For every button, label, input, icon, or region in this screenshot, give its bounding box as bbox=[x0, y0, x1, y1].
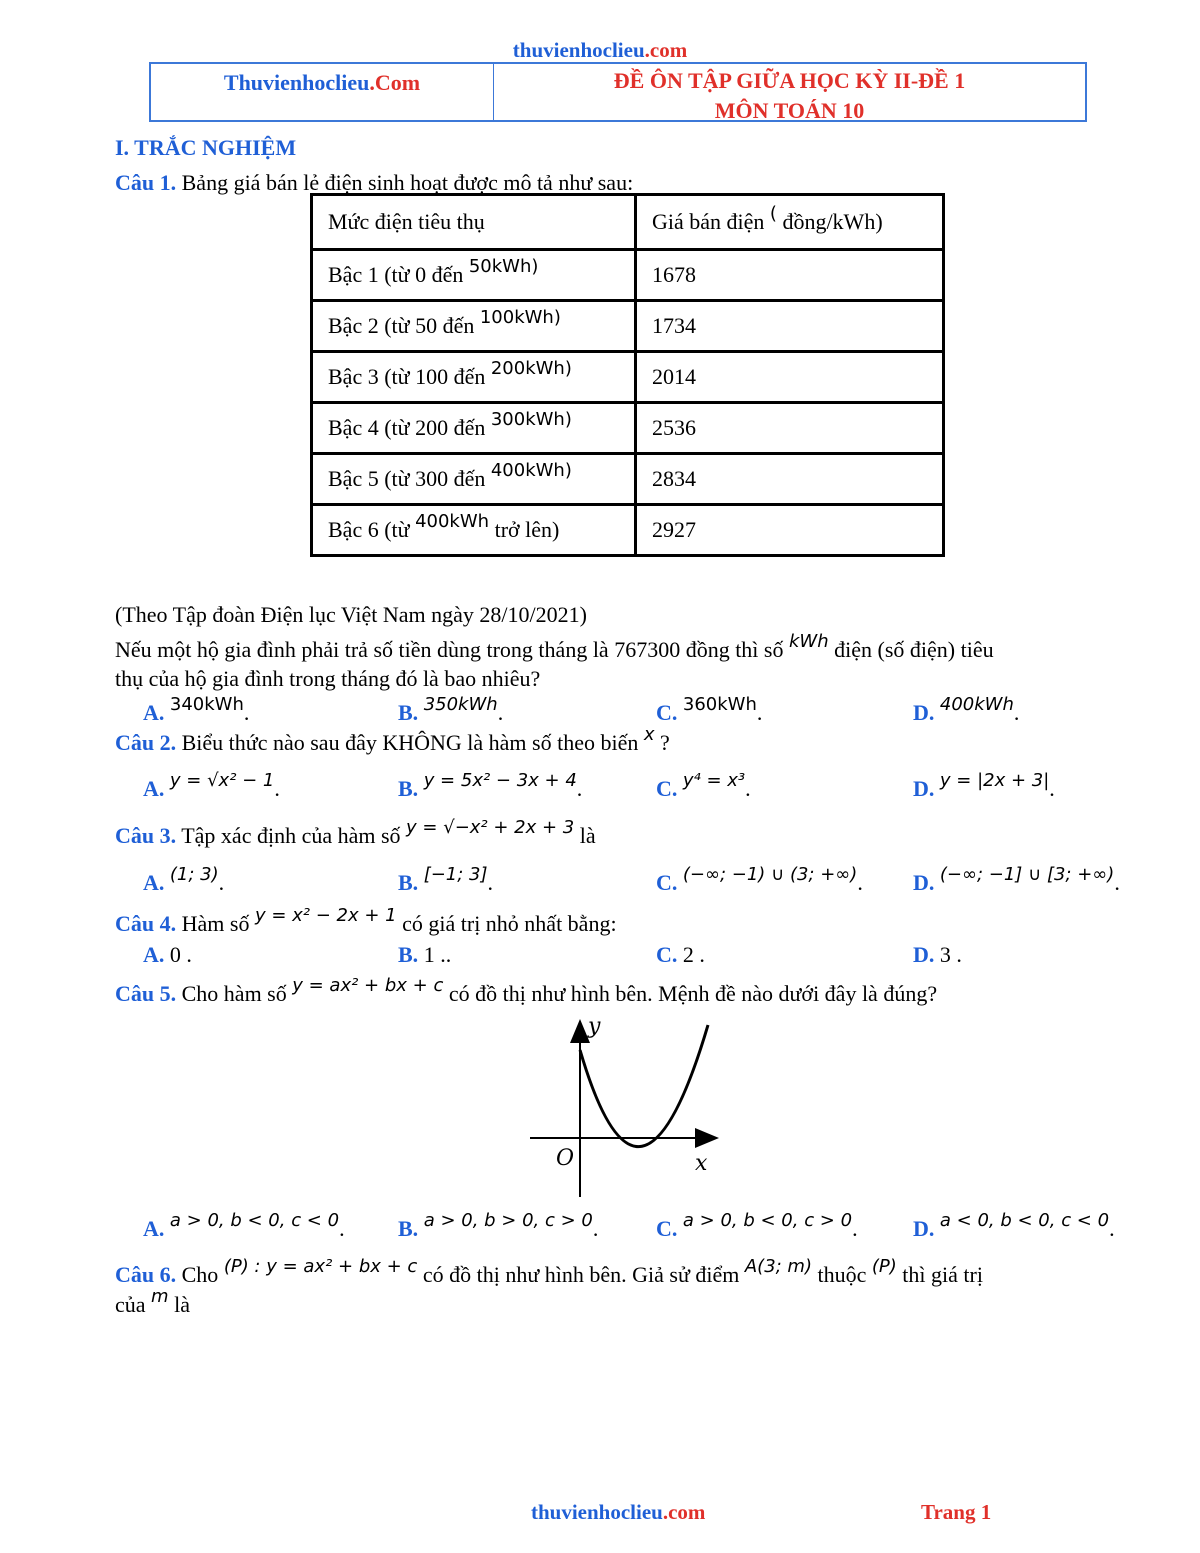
footer-site-name: thuvienhoclieu bbox=[531, 1500, 663, 1524]
q5-function: y = ax² + bx + c bbox=[292, 975, 444, 996]
q5-stem bbox=[115, 975, 938, 1007]
table-head-col2-paren: ( bbox=[769, 203, 777, 224]
q4-label: Câu 4. bbox=[115, 911, 177, 936]
q1-option-b[interactable] bbox=[398, 694, 504, 726]
option-end: . bbox=[576, 776, 583, 801]
option-label: D. bbox=[913, 1216, 935, 1241]
header-title-line1: ĐỀ ÔN TẬP GIỮA HỌC KỲ II-ĐỀ 1 bbox=[613, 68, 966, 93]
watermark bbox=[0, 38, 1200, 63]
header-site bbox=[151, 64, 494, 120]
q3-function: y = √−x² + 2x + 3 bbox=[406, 817, 575, 838]
option-value: 400kWh bbox=[939, 694, 1014, 715]
q1-option-a[interactable] bbox=[143, 694, 250, 726]
q4-option-b[interactable] bbox=[398, 942, 451, 968]
level-text: Bậc 4 (từ 200 đến bbox=[328, 415, 491, 440]
option-value: 2 . bbox=[677, 942, 705, 967]
q3-option-d[interactable] bbox=[913, 864, 1120, 896]
watermark-tld: .com bbox=[644, 38, 688, 62]
option-value: a > 0, b > 0, c > 0 bbox=[423, 1210, 593, 1231]
table-cell-price: 2834 bbox=[636, 454, 944, 505]
option-value: a < 0, b < 0, c < 0 bbox=[939, 1210, 1110, 1231]
q2-option-c[interactable] bbox=[656, 770, 751, 802]
option-label: B. bbox=[398, 1216, 419, 1241]
option-label: C. bbox=[656, 1216, 678, 1241]
option-value: (−∞; −1] ∪ [3; +∞) bbox=[939, 864, 1115, 885]
option-label: A. bbox=[143, 1216, 165, 1241]
q5-option-c[interactable] bbox=[656, 1210, 858, 1242]
level-unit: 50kWh) bbox=[468, 256, 539, 277]
option-end: . bbox=[1013, 700, 1020, 725]
q5-option-a[interactable] bbox=[143, 1210, 345, 1242]
parabola-curve bbox=[580, 1025, 708, 1147]
q2-option-b[interactable] bbox=[398, 770, 583, 802]
table-head-col1: Mức điện tiêu thụ bbox=[312, 195, 636, 250]
table-header-row bbox=[312, 195, 944, 250]
q2-text: Biểu thức nào sau đây KHÔNG là hàm số theo biến bbox=[176, 730, 644, 755]
option-end: . bbox=[592, 1216, 599, 1241]
footer-site bbox=[531, 1500, 705, 1525]
q6-text: có đồ thị như hình bên. Giả sử điểm bbox=[417, 1262, 745, 1287]
price-table bbox=[310, 193, 945, 557]
option-end: . bbox=[1049, 776, 1055, 801]
option-value: y⁴ = x³ bbox=[682, 770, 746, 791]
option-label: D. bbox=[913, 942, 935, 967]
q1-stem-text: Nếu một hộ gia đình phải trả số tiền dùng trong tháng là 767300 đồng thì số bbox=[115, 637, 789, 662]
level-text: Bậc 6 (từ bbox=[328, 517, 416, 542]
q2-var: x bbox=[643, 724, 655, 745]
option-label: A. bbox=[143, 870, 165, 895]
table-row bbox=[312, 454, 944, 505]
level-post: trở lên) bbox=[489, 517, 560, 542]
option-end: . bbox=[1109, 1216, 1115, 1241]
q4-text-end: có giá trị nhỏ nhất bằng: bbox=[396, 911, 617, 936]
table-cell-price: 1734 bbox=[636, 301, 944, 352]
table-cell-level bbox=[312, 403, 636, 454]
table-cell-level bbox=[312, 301, 636, 352]
option-end: . bbox=[745, 776, 751, 801]
level-text: Bậc 5 (từ 300 đến bbox=[328, 466, 491, 491]
q1-label: Câu 1. bbox=[115, 170, 177, 195]
option-end: . bbox=[852, 1216, 858, 1241]
option-label: B. bbox=[398, 776, 419, 801]
q4-function: y = x² − 2x + 1 bbox=[254, 905, 397, 926]
q3-option-c[interactable] bbox=[656, 864, 863, 896]
q1-option-d[interactable] bbox=[913, 694, 1020, 726]
table-cell-price: 2014 bbox=[636, 352, 944, 403]
parabola-graph bbox=[520, 1015, 740, 1205]
q6-var: m bbox=[151, 1286, 169, 1307]
option-end: . bbox=[756, 700, 763, 725]
table-cell-price: 2536 bbox=[636, 403, 944, 454]
q4-option-d[interactable] bbox=[913, 942, 962, 968]
header-title bbox=[494, 64, 1085, 123]
y-axis-label: y bbox=[588, 1015, 601, 1039]
option-value: 350kWh bbox=[423, 694, 498, 715]
level-text: Bậc 2 (từ 50 đến bbox=[328, 313, 480, 338]
level-unit: 300kWh) bbox=[490, 409, 572, 430]
q2-label: Câu 2. bbox=[115, 730, 177, 755]
table-cell-level bbox=[312, 505, 636, 556]
level-text: Bậc 3 (từ 100 đến bbox=[328, 364, 491, 389]
q4-option-c[interactable] bbox=[656, 942, 705, 968]
table-row bbox=[312, 403, 944, 454]
option-label: C. bbox=[656, 870, 678, 895]
option-label: C. bbox=[656, 942, 678, 967]
option-label: C. bbox=[656, 700, 678, 725]
level-unit: 400kWh) bbox=[490, 460, 572, 481]
q3-option-b[interactable] bbox=[398, 864, 494, 896]
q3-stem bbox=[115, 817, 596, 849]
q5-label: Câu 5. bbox=[115, 981, 177, 1006]
q1-stem-unit: kWh bbox=[788, 631, 829, 652]
q6-text: của bbox=[115, 1292, 152, 1317]
q5-option-b[interactable] bbox=[398, 1210, 599, 1242]
option-label: D. bbox=[913, 700, 935, 725]
option-value: y = 5x² − 3x + 4 bbox=[423, 770, 577, 791]
option-end: . bbox=[857, 870, 863, 895]
q2-text-end: ? bbox=[654, 730, 670, 755]
watermark-site: thuvienhoclieu bbox=[512, 38, 645, 62]
q6-stem-line1 bbox=[115, 1256, 983, 1288]
option-end: . bbox=[487, 870, 494, 895]
q1-stem-line1 bbox=[115, 631, 994, 663]
option-label: A. bbox=[143, 776, 165, 801]
table-cell-level bbox=[312, 454, 636, 505]
table-head-col2 bbox=[636, 195, 944, 250]
page-number: Trang 1 bbox=[921, 1500, 992, 1524]
q3-option-a[interactable] bbox=[143, 864, 225, 896]
level-unit: 100kWh) bbox=[479, 307, 561, 328]
q6-parabola: (P) : y = ax² + bx + c bbox=[223, 1256, 418, 1277]
section-title: I. TRẮC NGHIỆM bbox=[115, 135, 297, 160]
table-cell-level bbox=[312, 352, 636, 403]
table-head-col2-text: Giá bán điện bbox=[652, 209, 765, 234]
table-row bbox=[312, 505, 944, 556]
option-value: a > 0, b < 0, c < 0 bbox=[169, 1210, 340, 1231]
q2-stem bbox=[115, 724, 670, 756]
q4-option-a[interactable] bbox=[143, 942, 192, 968]
q6-stem-line2 bbox=[115, 1286, 190, 1318]
option-label: C. bbox=[656, 776, 678, 801]
option-label: D. bbox=[913, 870, 935, 895]
q6-point: A(3; m) bbox=[744, 1256, 812, 1277]
table-cell-level bbox=[312, 250, 636, 301]
q4-stem bbox=[115, 905, 617, 937]
option-value: 1 .. bbox=[418, 942, 452, 967]
q3-text: Tập xác định của hàm số bbox=[176, 823, 407, 848]
option-label: B. bbox=[398, 942, 419, 967]
option-end: . bbox=[497, 700, 504, 725]
q1-text: Bảng giá bán lẻ điện sinh hoạt được mô tả như sau: bbox=[176, 170, 634, 195]
x-axis-label: x bbox=[695, 1151, 708, 1176]
q3-label: Câu 3. bbox=[115, 823, 177, 848]
option-value: (1; 3) bbox=[169, 864, 219, 885]
option-label: B. bbox=[398, 700, 419, 725]
header-site-tld: .Com bbox=[369, 70, 421, 95]
option-label: A. bbox=[143, 700, 165, 725]
option-label: D. bbox=[913, 776, 935, 801]
table-cell-price: 2927 bbox=[636, 505, 944, 556]
table-cell-price: 1678 bbox=[636, 250, 944, 301]
option-value: y = |2x + 3| bbox=[939, 770, 1050, 791]
q5-text: Cho hàm số bbox=[176, 981, 293, 1006]
table-row bbox=[312, 301, 944, 352]
q6-text: là bbox=[168, 1292, 190, 1317]
q5-option-d[interactable] bbox=[913, 1210, 1115, 1242]
table-row bbox=[312, 352, 944, 403]
q6-text: thì giá trị bbox=[896, 1262, 983, 1287]
option-end: . bbox=[274, 776, 280, 801]
level-text: Bậc 1 (từ 0 đến bbox=[328, 262, 469, 287]
option-end: . bbox=[218, 870, 225, 895]
option-value: 360kWh bbox=[682, 694, 757, 715]
q2-option-d[interactable] bbox=[913, 770, 1055, 802]
option-end: . bbox=[243, 700, 250, 725]
option-value: [−1; 3] bbox=[423, 864, 488, 885]
footer-site-tld: .com bbox=[662, 1500, 706, 1524]
q1-stem-text-end: điện (số điện) tiêu bbox=[828, 637, 994, 662]
option-value: 340kWh bbox=[169, 694, 244, 715]
option-value: (−∞; −1) ∪ (3; +∞) bbox=[682, 864, 858, 885]
q6-text: thuộc bbox=[812, 1262, 872, 1287]
table-head-col2-unit: đồng/kWh) bbox=[776, 209, 883, 234]
option-value: y = √x² − 1 bbox=[169, 770, 275, 791]
q2-option-a[interactable] bbox=[143, 770, 280, 802]
q4-text: Hàm số bbox=[176, 911, 255, 936]
option-value: a > 0, b < 0, c > 0 bbox=[682, 1210, 853, 1231]
option-value: 3 . bbox=[934, 942, 962, 967]
q6-label: Câu 6. bbox=[115, 1262, 177, 1287]
q1-stem-line2: thụ của hộ gia đình trong tháng đó là bao nhiêu? bbox=[115, 666, 541, 691]
option-value: 0 . bbox=[164, 942, 192, 967]
q6-text: Cho bbox=[176, 1262, 224, 1287]
q1-source: (Theo Tập đoàn Điện lục Việt Nam ngày 28/10/2021) bbox=[115, 602, 587, 627]
q6-parabola-name: (P) bbox=[871, 1256, 897, 1277]
origin-label: O bbox=[556, 1146, 575, 1171]
option-label: A. bbox=[143, 942, 165, 967]
option-end: . bbox=[1114, 870, 1120, 895]
option-label: B. bbox=[398, 870, 419, 895]
q1-option-c[interactable] bbox=[656, 694, 763, 726]
option-end: . bbox=[339, 1216, 345, 1241]
header-box bbox=[149, 62, 1087, 122]
header-site-name: Thuvienhoclieu bbox=[223, 70, 370, 95]
q3-text-end: là bbox=[574, 823, 596, 848]
level-unit: 400kWh bbox=[415, 511, 490, 532]
level-unit: 200kWh) bbox=[490, 358, 572, 379]
table-row bbox=[312, 250, 944, 301]
q5-text-end: có đồ thị như hình bên. Mệnh đề nào dưới đây là đúng? bbox=[443, 981, 938, 1006]
header-title-line2: MÔN TOÁN 10 bbox=[714, 98, 865, 123]
